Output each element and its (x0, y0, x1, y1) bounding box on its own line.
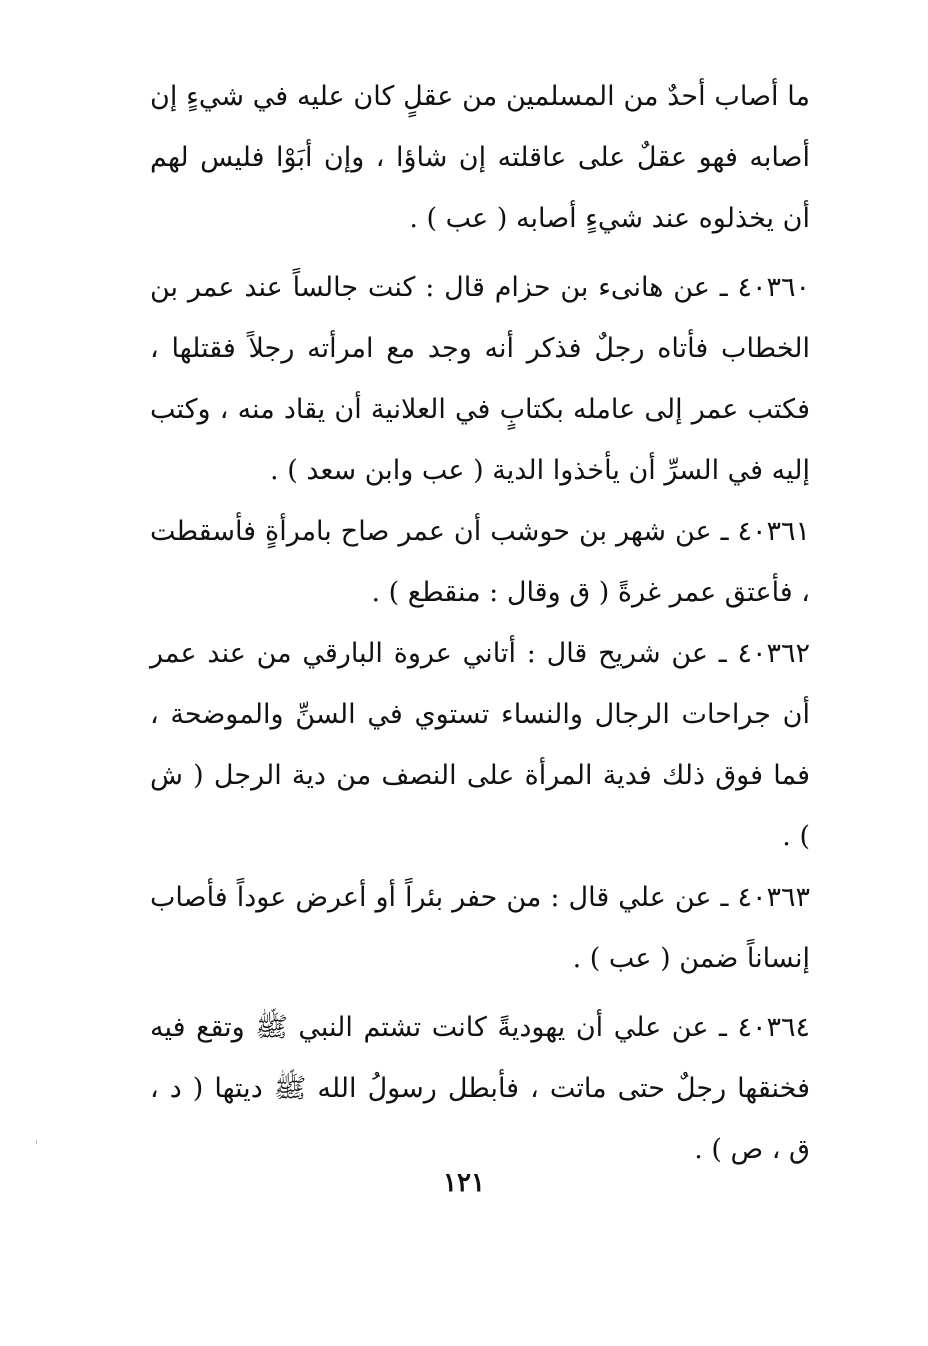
margin-mark (36, 1140, 37, 1144)
hadith-40360: ٤٠٣٦٠ ـ عن هانىء بن حزام قال : كنت جالساً عند عمر بن الخطاب فأتاه رجلٌ فذكر أنه وجد مع امرأته رجلاً فقتلها ، فكتب عمر إلى عامله بكتابٍ في العلانية أن يقاد منه ، وكتب إليه في السرِّ أن يأخذوا الدية ( عب وابن سعد ) . (150, 272, 810, 486)
hadith-40361: ٤٠٣٦١ ـ عن شهر بن حوشب أن عمر صاح بامرأةٍ فأسقطت ، فأعتق عمر غرةً ( ق وقال : منقطع ) . (150, 516, 810, 608)
main-text (150, 66, 810, 1180)
hadith-40362: ٤٠٣٦٢ ـ عن شريح قال : أتاني عروة البارقي من عند عمر أن جراحات الرجال والنساء تستوي في السنِّ والموضحة ، فما فوق ذلك فدية المرأة على النصف من دية الرجل ( ش ) . (150, 638, 810, 852)
hadith-40363: ٤٠٣٦٣ ـ عن علي قال : من حفر بئراً أو أعرض عوداً فأصاب إنساناً ضمن ( عب ) . (150, 882, 810, 974)
page-number: ١٢١ (443, 1168, 485, 1198)
paragraph-continuation: ما أصاب أحدٌ من المسلمين من عقلٍ كان عليه في شيءٍ إن أصابه فهو عقلٌ على عاقلته إن شاؤا ، وإن أبَوْا فليس لهم أن يخذلوه عند شيءٍ أصابه ( عب ) . (150, 81, 810, 234)
hadith-40364: ٤٠٣٦٤ ـ عن علي أن يهوديةً كانت تشتم النبي ﷺ وتقع فيه فخنقها رجلٌ حتى ماتت ، فأبطل رسولُ الله ﷺ ديتها ( د ، ق ، ص ) . (150, 1012, 810, 1165)
